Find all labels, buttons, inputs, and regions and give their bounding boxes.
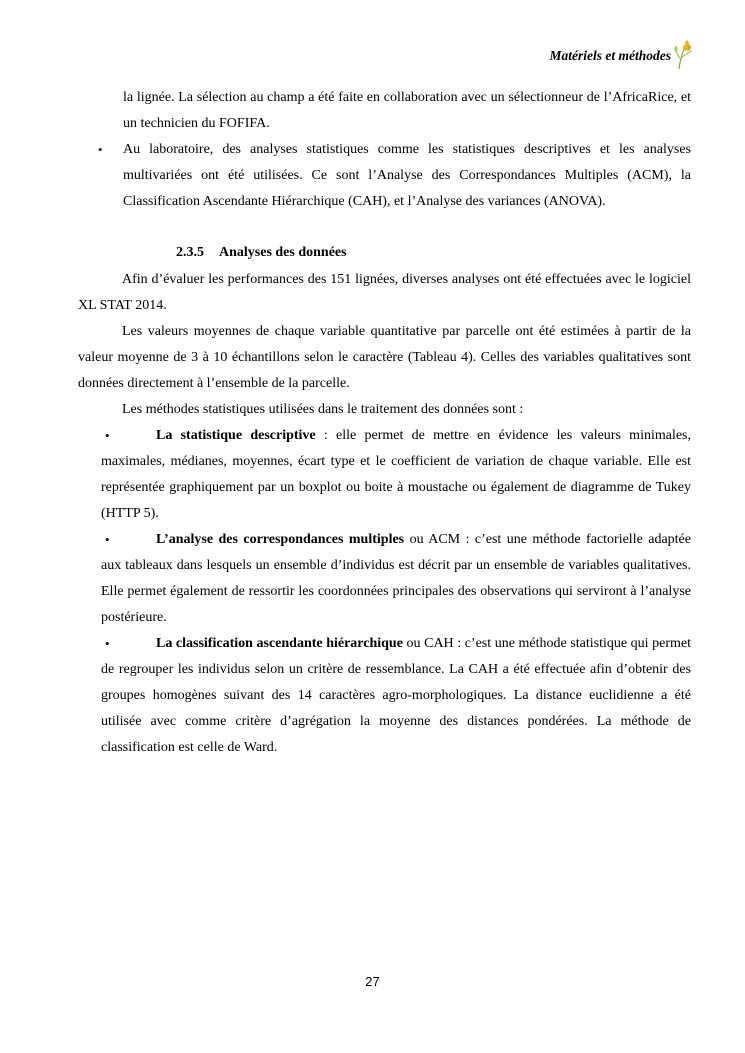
bullet-marker: • bbox=[105, 636, 110, 651]
method-term: La statistique descriptive bbox=[156, 428, 316, 443]
rice-plant-logo-icon bbox=[673, 40, 693, 70]
paragraph-3: Les méthodes statistiques utilisées dans le traitement des données sont : bbox=[122, 402, 524, 417]
bullet-lab-text: Au laboratoire, des analyses statistiques comme les statistiques descriptives et les analyses multivariées ont été utilisées. Ce sont l’Analyse des Correspondances Multiples (ACM), la Classification Ascendante Hiérarchique (CAH), et l’Analyse des variances (ANOVA). bbox=[123, 142, 691, 209]
method-item-descriptive bbox=[101, 423, 691, 527]
method-term: L’analyse des correspondances multiples bbox=[156, 532, 405, 547]
bullet-marker: • bbox=[105, 428, 110, 443]
section-title: Analyses des données bbox=[219, 245, 347, 260]
page-number: 27 bbox=[365, 974, 380, 989]
running-header: Matériels et méthodes bbox=[549, 48, 671, 63]
bullet-marker: • bbox=[98, 142, 103, 157]
method-text: : elle permet de mettre en évidence les valeurs minimales, maximales, médianes, moyennes, écart type et le coefficient de variation de chaque variable. Elle est représentée graphiquement par un boxplot ou boite à moustache ou également de diagramme de Tukey (HTTP 5). bbox=[101, 428, 691, 521]
method-term: La classification ascendante hiérarchique bbox=[156, 636, 403, 651]
method-item-acm bbox=[101, 527, 691, 631]
paragraph-1: Afin d’évaluer les performances des 151 lignées, diverses analyses ont été effectuées avec le logiciel XL STAT 2014. bbox=[78, 272, 691, 313]
bullet-marker: • bbox=[105, 532, 110, 547]
method-text: ou CAH : c’est une méthode statistique qui permet de regrouper les individus selon un critère de ressemblance. La CAH a été effectuée afin d’obtenir des groupes homogènes suivant des 14 caractères agro-morphologiques. La distance euclidienne a été utilisée avec comme critère d’agrégation la moyenne des distances pondérées. La méthode de classification est celle de Ward. bbox=[101, 636, 692, 755]
method-text: ou ACM : c’est une méthode factorielle adaptée aux tableaux dans lesquels un ensemble d’individus est décrit par un ensemble de variables qualitatives. Elle permet également de ressortir les coordonnées principales des observations qui serviront à l’analyse postérieure. bbox=[101, 532, 691, 625]
continuation-paragraph: la lignée. La sélection au champ a été faite en collaboration avec un sélectionneur de l’AfricaRice, et un technicien du FOFIFA. bbox=[123, 90, 691, 131]
method-item-cah bbox=[101, 631, 691, 761]
paragraph-2: Les valeurs moyennes de chaque variable quantitative par parcelle ont été estimées à partir de la valeur moyenne de 3 à 10 échantillons selon le caractère (Tableau 4). Celles des variables qualitatives sont données directement à l’ensemble de la parcelle. bbox=[78, 324, 691, 391]
section-number: 2.3.5 bbox=[176, 245, 204, 260]
section-heading bbox=[176, 240, 347, 266]
